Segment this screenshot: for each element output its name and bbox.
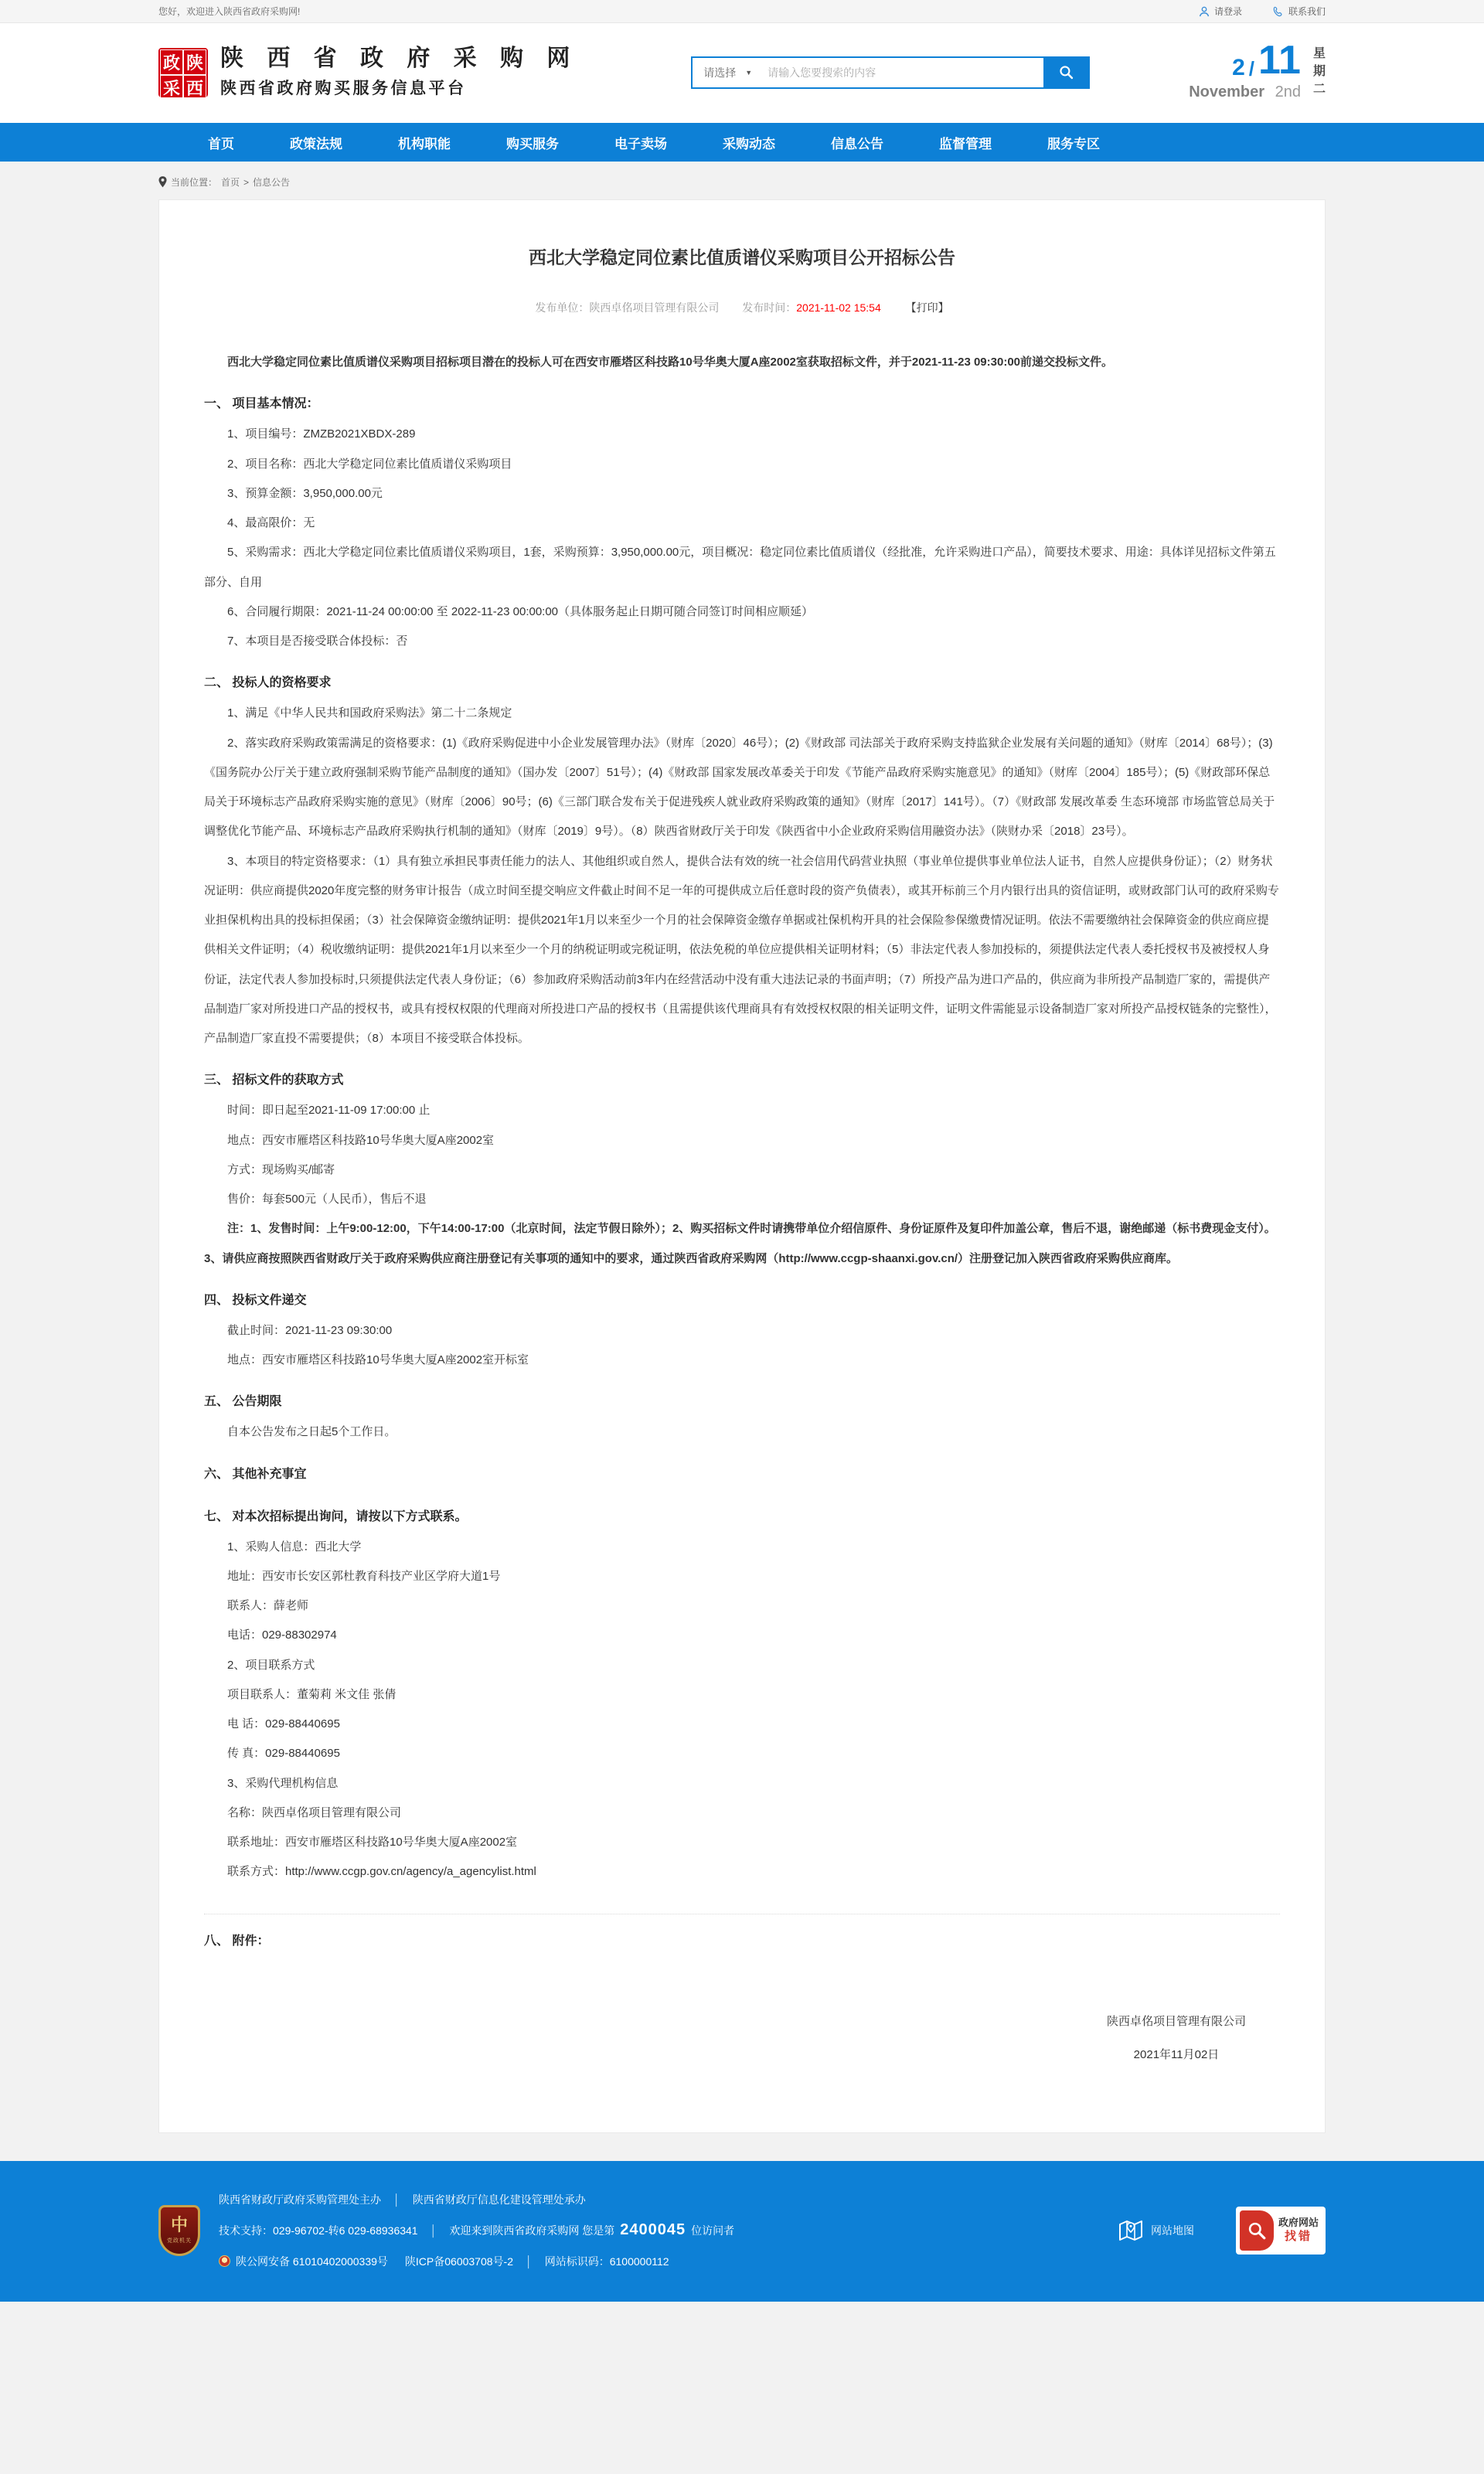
chevron-down-icon: ▼: [745, 68, 753, 77]
article-paragraph: 注：1、发售时间：上午9:00-12:00，下午14:00-17:00（北京时间，法定节假日除外）；2、购买招标文件时请携带单位介绍信原件、身份证原件及复印件加盖公章，售后不退，谢绝邮递（标书费现金支付）。3、请供应商按照陕西省财政厅关于政府采购供应商注册登记有关事项的通知中的要求，通过陕西省政府采购网（http://www.ccgp-shaanxi.gov.cn/）注册登记加入陕西省政府采购供应商库。: [204, 1222, 1276, 1265]
article-paragraph: 西北大学稳定同位素比值质谱仪采购项目招标项目潜在的投标人可在西安市雁塔区科技路10号华奥大厦A座2002室获取招标文件，并于2021-11-23 09:30:00前递交投标文件。: [227, 356, 1114, 369]
section-heading: 八、 附件：: [204, 1934, 270, 1948]
public-security-badge-icon: [219, 2255, 230, 2267]
announcement-card: [158, 199, 1326, 2133]
signature-date: 2021年11月02日: [1133, 2048, 1220, 2062]
sitemap-link[interactable]: 网站地图: [1117, 2217, 1194, 2244]
gov-site-error-report-badge[interactable]: 政府网站 找错: [1236, 2207, 1326, 2255]
top-bar: [0, 0, 1484, 23]
breadcrumb-home-link[interactable]: 首页: [221, 177, 240, 189]
section-heading: 五、 公告期限: [204, 1395, 282, 1409]
nav-item-7[interactable]: 监督管理: [939, 136, 992, 151]
article-paragraph: 项目联系人：董菊莉 米文佳 张倩: [227, 1687, 397, 1701]
article-paragraph: 5、采购需求：西北大学稳定同位素比值质谱仪采购项目，1套，采购预算：3,950,000.00元，项目概况：稳定同位素比值质谱仪（经批准，允许采购进口产品），简要技术要求、用途：具体详见招标文件第五部分、自用: [204, 546, 1276, 589]
article-paragraph: 电 话：029-88440695: [227, 1717, 340, 1731]
article-paragraph: 1、项目编号：ZMZB2021XBDX-289: [227, 427, 416, 441]
date-month: 11: [1258, 38, 1301, 83]
user-icon: [1199, 6, 1210, 17]
date-day-ordinal: 2nd: [1275, 83, 1301, 101]
article-paragraph: 1、满足《中华人民共和国政府采购法》第二十二条规定: [227, 706, 512, 720]
search-input[interactable]: [763, 58, 1043, 87]
visitor-count: 2400045: [620, 2221, 686, 2239]
article-paragraph: 方式：现场购买/邮寄: [227, 1162, 335, 1176]
nav-item-3[interactable]: 购买服务: [506, 136, 559, 151]
date-day: 2: [1232, 54, 1245, 80]
article-paragraph: 联系方式：http://www.ccgp.gov.cn/agency/a_agencylist.html: [227, 1865, 536, 1879]
weekday-label: 星 期 二: [1312, 47, 1326, 97]
article-paragraph: 1、采购人信息：西北大学: [227, 1540, 362, 1553]
signature-company: 陕西卓佲项目管理有限公司: [1106, 2014, 1246, 2028]
article-paragraph: 电话：029-88302974: [227, 1628, 337, 1642]
welcome-text: 您好，欢迎进入陕西省政府采购网!: [158, 6, 301, 17]
article-paragraph: 7、本项目是否接受联合体投标：否: [227, 635, 408, 648]
article-paragraph: 4、最高限价：无: [227, 516, 315, 530]
article-meta: [204, 300, 1280, 315]
article-paragraph: 售价：每套500元（人民币），售后不退: [227, 1193, 427, 1206]
date-month-name: November: [1189, 83, 1265, 101]
section-heading: 二、 投标人的资格要求: [204, 676, 332, 690]
section-heading: 一、 项目基本情况：: [204, 397, 319, 411]
section-heading: 四、 投标文件递交: [204, 1293, 307, 1307]
article-paragraph: 时间：即日起至2021-11-09 17:00:00 止: [227, 1104, 431, 1118]
article-paragraph: 联系人：薛老师: [227, 1599, 309, 1613]
page-title: 西北大学稳定同位素比值质谱仪采购项目公开招标公告: [529, 247, 955, 268]
section-heading: 六、 其他补充事宜: [204, 1467, 307, 1481]
nav-item-6[interactable]: 信息公告: [831, 136, 883, 151]
section-heading: 三、 招标文件的获取方式: [204, 1074, 344, 1087]
publish-time-value: 2021-11-02 15:54: [796, 301, 881, 315]
search-icon: [1059, 65, 1074, 80]
publisher-label: 发布单位：: [535, 301, 590, 315]
search-bar: [691, 56, 1090, 89]
nav-item-0[interactable]: 首页: [208, 136, 234, 151]
nav-item-5[interactable]: 采购动态: [723, 136, 775, 151]
article-paragraph: 联系地址：西安市雁塔区科技路10号华奥大厦A座2002室: [227, 1836, 518, 1850]
signature-block: [1107, 2005, 1246, 2072]
site-code: 网站标识码：6100000112: [544, 2255, 669, 2268]
footer-beian-line: 陕公网安备 61010402000339号 陕ICP备06003708号-2 │ 网站标识码：6100000112: [219, 2246, 734, 2277]
article-paragraph: 名称：陕西卓佲项目管理有限公司: [227, 1805, 402, 1819]
main-nav: [0, 123, 1484, 162]
article-paragraph: 6、合同履行期限：2021-11-24 00:00:00 至 2022-11-23 00:00:00（具体服务起止日期可随合同签订时间相应顺延）: [227, 604, 814, 618]
article-paragraph: 2、项目名称：西北大学稳定同位素比值质谱仪采购项目: [227, 457, 512, 471]
tech-support: 技术支持：029-96702-转6 029-68936341: [219, 2224, 418, 2237]
article-paragraph: 地点：西安市雁塔区科技路10号华奥大厦A座2002室: [227, 1133, 495, 1147]
article-paragraph: 地址：西安市长安区郭杜教育科技产业区学府大道1号: [227, 1569, 501, 1583]
breadcrumb-current: 信息公告: [253, 177, 291, 189]
phone-icon: [1273, 6, 1284, 17]
login-link[interactable]: 请登录: [1199, 5, 1242, 18]
article-paragraph: 2、项目联系方式: [227, 1658, 315, 1672]
article-paragraph: 2、落实政府采购政策需满足的资格要求：(1)《政府采购促进中小企业发展管理办法》（财库〔2020〕46号）；(2)《财政部 司法部关于政府采购支持监狱企业发展有关问题的通知》（财库〔2014〕68号）；(3)《国务院办公厅关于建立政府强制采购节能产品制度的通知》（国办发〔2007〕51号）；(4)《财政部 国家发展改革委关于印发《节能产品政府采购实施意见》的通知》（财库〔2004〕185号）；(5)《财政部环保总局关于环境标志产品政府采购实施的意见》（财库〔2006〕90号；(6)《三部门联合发布关于促进残疾人就业政府采购政策的通知》（财库〔2017〕141号）。（7）《财政部 发展改革委 生态环境部 市场监管总局关于调整优化节能产品、环境标志产品政府采购执行机制的通知》（财库〔2019〕9号）。（8）陕西省财政厅关于印发《陕西省中小企业政府采购信用融资办法》（陕财办采〔2018〕23号）。: [204, 736, 1275, 839]
publisher-value: 陕西卓佲项目管理有限公司: [589, 301, 720, 315]
gongan-beian[interactable]: 陕公网安备 61010402000339号: [236, 2255, 388, 2268]
site-logo: 政 陕 采 西: [158, 48, 208, 97]
nav-item-1[interactable]: 政策法规: [290, 136, 342, 151]
icp-beian[interactable]: 陕ICP备06003708号-2: [404, 2255, 513, 2268]
site-subtitle: 陕西省政府购买服务信息平台: [220, 80, 467, 98]
site-header: [0, 23, 1484, 123]
contact-link[interactable]: 联系我们: [1273, 5, 1326, 18]
print-button[interactable]: 【打印】: [905, 301, 949, 315]
nav-item-4[interactable]: 电子卖场: [614, 136, 667, 151]
error-report-icon: [1240, 2210, 1274, 2251]
site-title: 陕 西 省 政 府 采 购 网: [220, 45, 579, 71]
map-icon: [1117, 2217, 1145, 2244]
site-footer: [0, 2161, 1484, 2302]
footer-organizer-line: 陕西省财政厅政府采购管理处主办 │ 陕西省财政厅信息化建设管理处承办: [219, 2193, 586, 2206]
breadcrumb-prefix: 当前位置：: [171, 177, 218, 189]
nav-item-2[interactable]: 机构职能: [398, 136, 451, 151]
party-gov-emblem-icon: 中 党政机关: [158, 2205, 200, 2256]
article-body: [204, 348, 1280, 1957]
search-category-select[interactable]: 请选择 ▼: [703, 66, 753, 79]
article-paragraph: 传 真：029-88440695: [227, 1747, 340, 1761]
article-paragraph: 3、本项目的特定资格要求：（1）具有独立承担民事责任能力的法人、其他组织或自然人，提供合法有效的统一社会信用代码营业执照（事业单位提供事业单位法人证书，自然人应提供身份证）；（2）财务状况证明：供应商提供2020年度完整的财务审计报告（成立时间至提交响应文件截止时间不足一年的可提供成立后任意时段的资产负债表），或其开标前三个月内银行出具的资信证明，或财政部门认可的政府采购专业担保机构出具的投标担保函；（3）社会保障资金缴纳证明：提供2021年1月以来至少一个月的社会保障资金缴存单据或社保机构开具的社会保险参保缴费情况证明。依法不需要缴纳社会保障资金的供应商应提供相关文件证明；（4）税收缴纳证明：提供2021年1月以来至少一个月的纳税证明或完税证明，依法免税的单位应提供相关证明材料；（5）非法定代表人参加投标的，须提供法定代表人委托授权书及被授权人身份证，法定代表人参加投标时,只须提供法定代表人身份证；（6）参加政府采购活动前3年内在经营活动中没有重大违法记录的书面声明；（7）所投产品为进口产品的，供应商为非所投产品制造厂家的，需提供产品制造厂家对所投进口产品的授权书，或具有授权权限的代理商对所投进口产品的授权书（且需提供该代理商具有有效授权权限的相关证明文件，证明文件需能显示设备制造厂家对所投产品授权链条的完整性），产品制造厂家直投不需要提供；（8）本项目不接受联合体投标。: [204, 854, 1279, 1046]
publish-time-label: 发布时间：: [742, 301, 797, 315]
article-paragraph: 地点：西安市雁塔区科技路10号华奥大厦A座2002室开标室: [227, 1353, 529, 1367]
article-paragraph: 3、预算金额：3,950,000.00元: [227, 486, 383, 500]
article-paragraph: 3、采购代理机构信息: [227, 1776, 339, 1790]
article-paragraph: 自本公告发布之日起5个工作日。: [227, 1425, 397, 1439]
section-heading: 七、 对本次招标提出询问，请按以下方式联系。: [204, 1509, 468, 1523]
article-paragraph: 截止时间：2021-11-23 09:30:00: [227, 1323, 393, 1337]
nav-item-8[interactable]: 服务专区: [1047, 136, 1100, 151]
footer-support-line: 技术支持：029-96702-转6 029-68936341 │ 欢迎来到陕西省政府采购网 您是第 2400045 位访问者: [219, 2221, 735, 2239]
search-button[interactable]: [1043, 58, 1088, 87]
breadcrumb: 当前位置： 首页 > 信息公告: [158, 162, 1326, 199]
date-widget: 2 / 11 November 2nd 星 期 二: [1189, 38, 1326, 101]
location-pin-icon: [158, 176, 167, 188]
